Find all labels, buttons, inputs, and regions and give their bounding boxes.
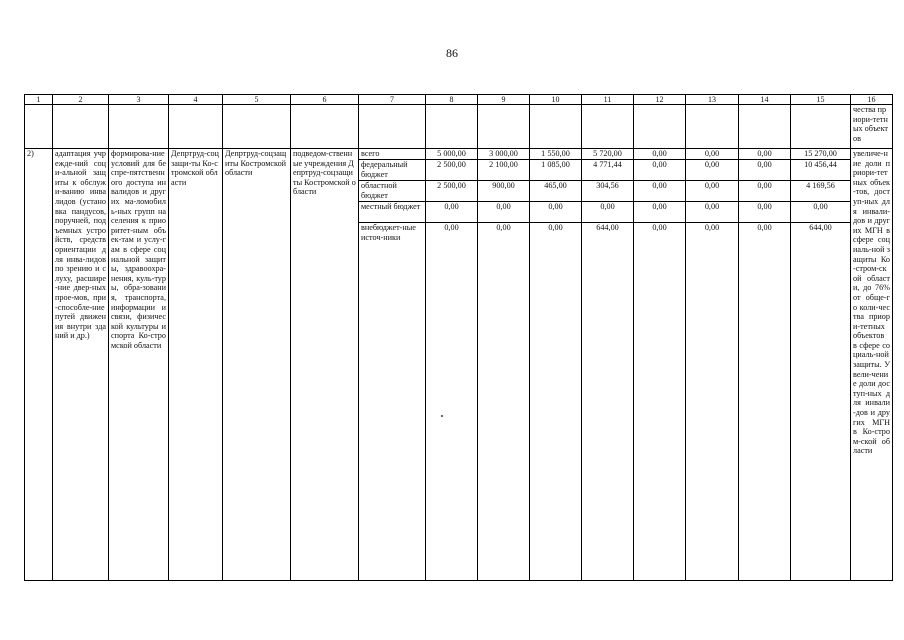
amount: 0,00 bbox=[548, 223, 563, 232]
amount: 3 000,00 bbox=[478, 149, 529, 160]
funding-source-label: областной бюджет bbox=[359, 181, 425, 202]
amount: 304,56 bbox=[582, 181, 633, 202]
col-number: 5 bbox=[223, 95, 291, 105]
continuation-text: чества приори-тетных объектов bbox=[851, 105, 893, 149]
page-number: 86 bbox=[446, 46, 458, 60]
header-numbers-row bbox=[25, 95, 893, 105]
amount: 0,00 bbox=[530, 202, 581, 223]
measure-row bbox=[25, 149, 893, 581]
amount: 465,00 bbox=[530, 181, 581, 202]
row-number: 2) bbox=[25, 149, 53, 581]
col-number: 9 bbox=[478, 95, 530, 105]
amount: 15 270,00 bbox=[791, 149, 850, 160]
amount: 4 771,44 bbox=[582, 160, 633, 181]
funding-sources bbox=[359, 149, 426, 581]
coexecutor: Депртруд-соцзащиты Костромской области bbox=[223, 149, 291, 581]
amount: 4 169,56 bbox=[791, 181, 850, 202]
amount: 0,00 bbox=[791, 202, 850, 223]
col-number: 10 bbox=[530, 95, 582, 105]
amount: 0,00 bbox=[704, 223, 720, 232]
year-col-13 bbox=[686, 149, 739, 581]
amount: 0,00 bbox=[739, 181, 790, 202]
col-number: 14 bbox=[739, 95, 791, 105]
amount: 0,00 bbox=[686, 160, 738, 181]
col-number: 8 bbox=[426, 95, 478, 105]
year-col-10 bbox=[530, 149, 582, 581]
year-col-8 bbox=[426, 149, 478, 581]
amount: 0,00 bbox=[634, 160, 685, 181]
responsible-executor: Депртруд-соцзащи-ты Ко-стромской области bbox=[169, 149, 223, 581]
participants: подведом-ственные учреждения Депртруд-соцзащиты Костромской области bbox=[291, 149, 359, 581]
amount: 644,00 bbox=[809, 223, 832, 232]
amount: 1 085,00 bbox=[530, 160, 581, 181]
measure-goal: формирова-ние условий для беспре-пятственного доступа инвалидов и других ма-ломобиль-ных групп населения к приоритет-ным объек-там и услу-гам в сфере социальной защиты, здравоохра-нения, куль-туры, обра-зования, транспорта, информации и связи, физической культуры и спорта Ко-стромской области bbox=[109, 149, 169, 581]
amount: 2 500,00 bbox=[426, 160, 477, 181]
amount: 900,00 bbox=[478, 181, 529, 202]
amount: 0,00 bbox=[478, 202, 529, 223]
amount: 0,00 bbox=[582, 202, 633, 223]
amount: 5 720,00 bbox=[582, 149, 633, 160]
funding-source-label: внебюджет-ные источ-ники bbox=[361, 223, 416, 242]
measure-name: адаптация учрежде-ний соци-альной защиты к обслужи-ванию инвалидов (установка пандусов, поручней, подъемных устройств, средств ориентации для инва-лидов по зрению и слуху, расшире-ние двер-ных прое-мов, при-способле-ние путей движения внутри зданий и др.) bbox=[53, 149, 109, 581]
amount: 10 456,44 bbox=[791, 160, 850, 181]
col-number: 16 bbox=[851, 95, 893, 105]
col-number: 3 bbox=[109, 95, 169, 105]
amount: 0,00 bbox=[496, 223, 511, 232]
col-number: 11 bbox=[582, 95, 634, 105]
col-number: 12 bbox=[634, 95, 686, 105]
amount: 2 500,00 bbox=[426, 181, 477, 202]
funding-source-label: федеральный бюджет bbox=[359, 160, 425, 181]
funding-source-label: всего bbox=[359, 149, 425, 160]
amount: 0,00 bbox=[739, 160, 790, 181]
amount: 1 550,00 bbox=[530, 149, 581, 160]
year-col-9 bbox=[478, 149, 530, 581]
col-number: 7 bbox=[359, 95, 426, 105]
amount: 0,00 bbox=[634, 202, 685, 223]
amount: 0,00 bbox=[426, 202, 477, 223]
amount: 0,00 bbox=[739, 149, 790, 160]
amount: 0,00 bbox=[757, 223, 772, 232]
program-table bbox=[24, 94, 893, 581]
col-number: 13 bbox=[686, 95, 739, 105]
amount: 5 000,00 bbox=[426, 149, 477, 160]
col-number: 6 bbox=[291, 95, 359, 105]
amount: 0,00 bbox=[686, 202, 738, 223]
speck-mark bbox=[441, 415, 443, 417]
amount: 0,00 bbox=[444, 223, 459, 232]
year-col-12 bbox=[634, 149, 686, 581]
year-col-11 bbox=[582, 149, 634, 581]
funding-source-label: местный бюджет bbox=[359, 202, 425, 223]
year-col-14 bbox=[739, 149, 791, 581]
amount: 2 100,00 bbox=[478, 160, 529, 181]
amount: 0,00 bbox=[634, 149, 685, 160]
col-number: 2 bbox=[53, 95, 109, 105]
col-number: 15 bbox=[791, 95, 851, 105]
continuation-row bbox=[25, 105, 893, 149]
col-number: 1 bbox=[25, 95, 53, 105]
amount: 0,00 bbox=[634, 181, 685, 202]
col-number: 4 bbox=[169, 95, 223, 105]
amount: 644,00 bbox=[596, 223, 619, 232]
amount: 0,00 bbox=[686, 181, 738, 202]
total-col-15 bbox=[791, 149, 851, 581]
amount: 0,00 bbox=[686, 149, 738, 160]
amount: 0,00 bbox=[652, 223, 667, 232]
amount: 0,00 bbox=[739, 202, 790, 223]
expected-result: увеличе-ние доли приори-тетных объек-тов, доступ-ных для инвали-дов и других МГН в сфере социаль-ной защиты Ко-стром-ской области, до 76% от обще-го коли-чества приори-тетных объектов в сфере социаль-ной защиты. Увели-чение доли доступ-ных для инвали-дов и других МГН в Ко-стром-ской области bbox=[851, 149, 893, 581]
